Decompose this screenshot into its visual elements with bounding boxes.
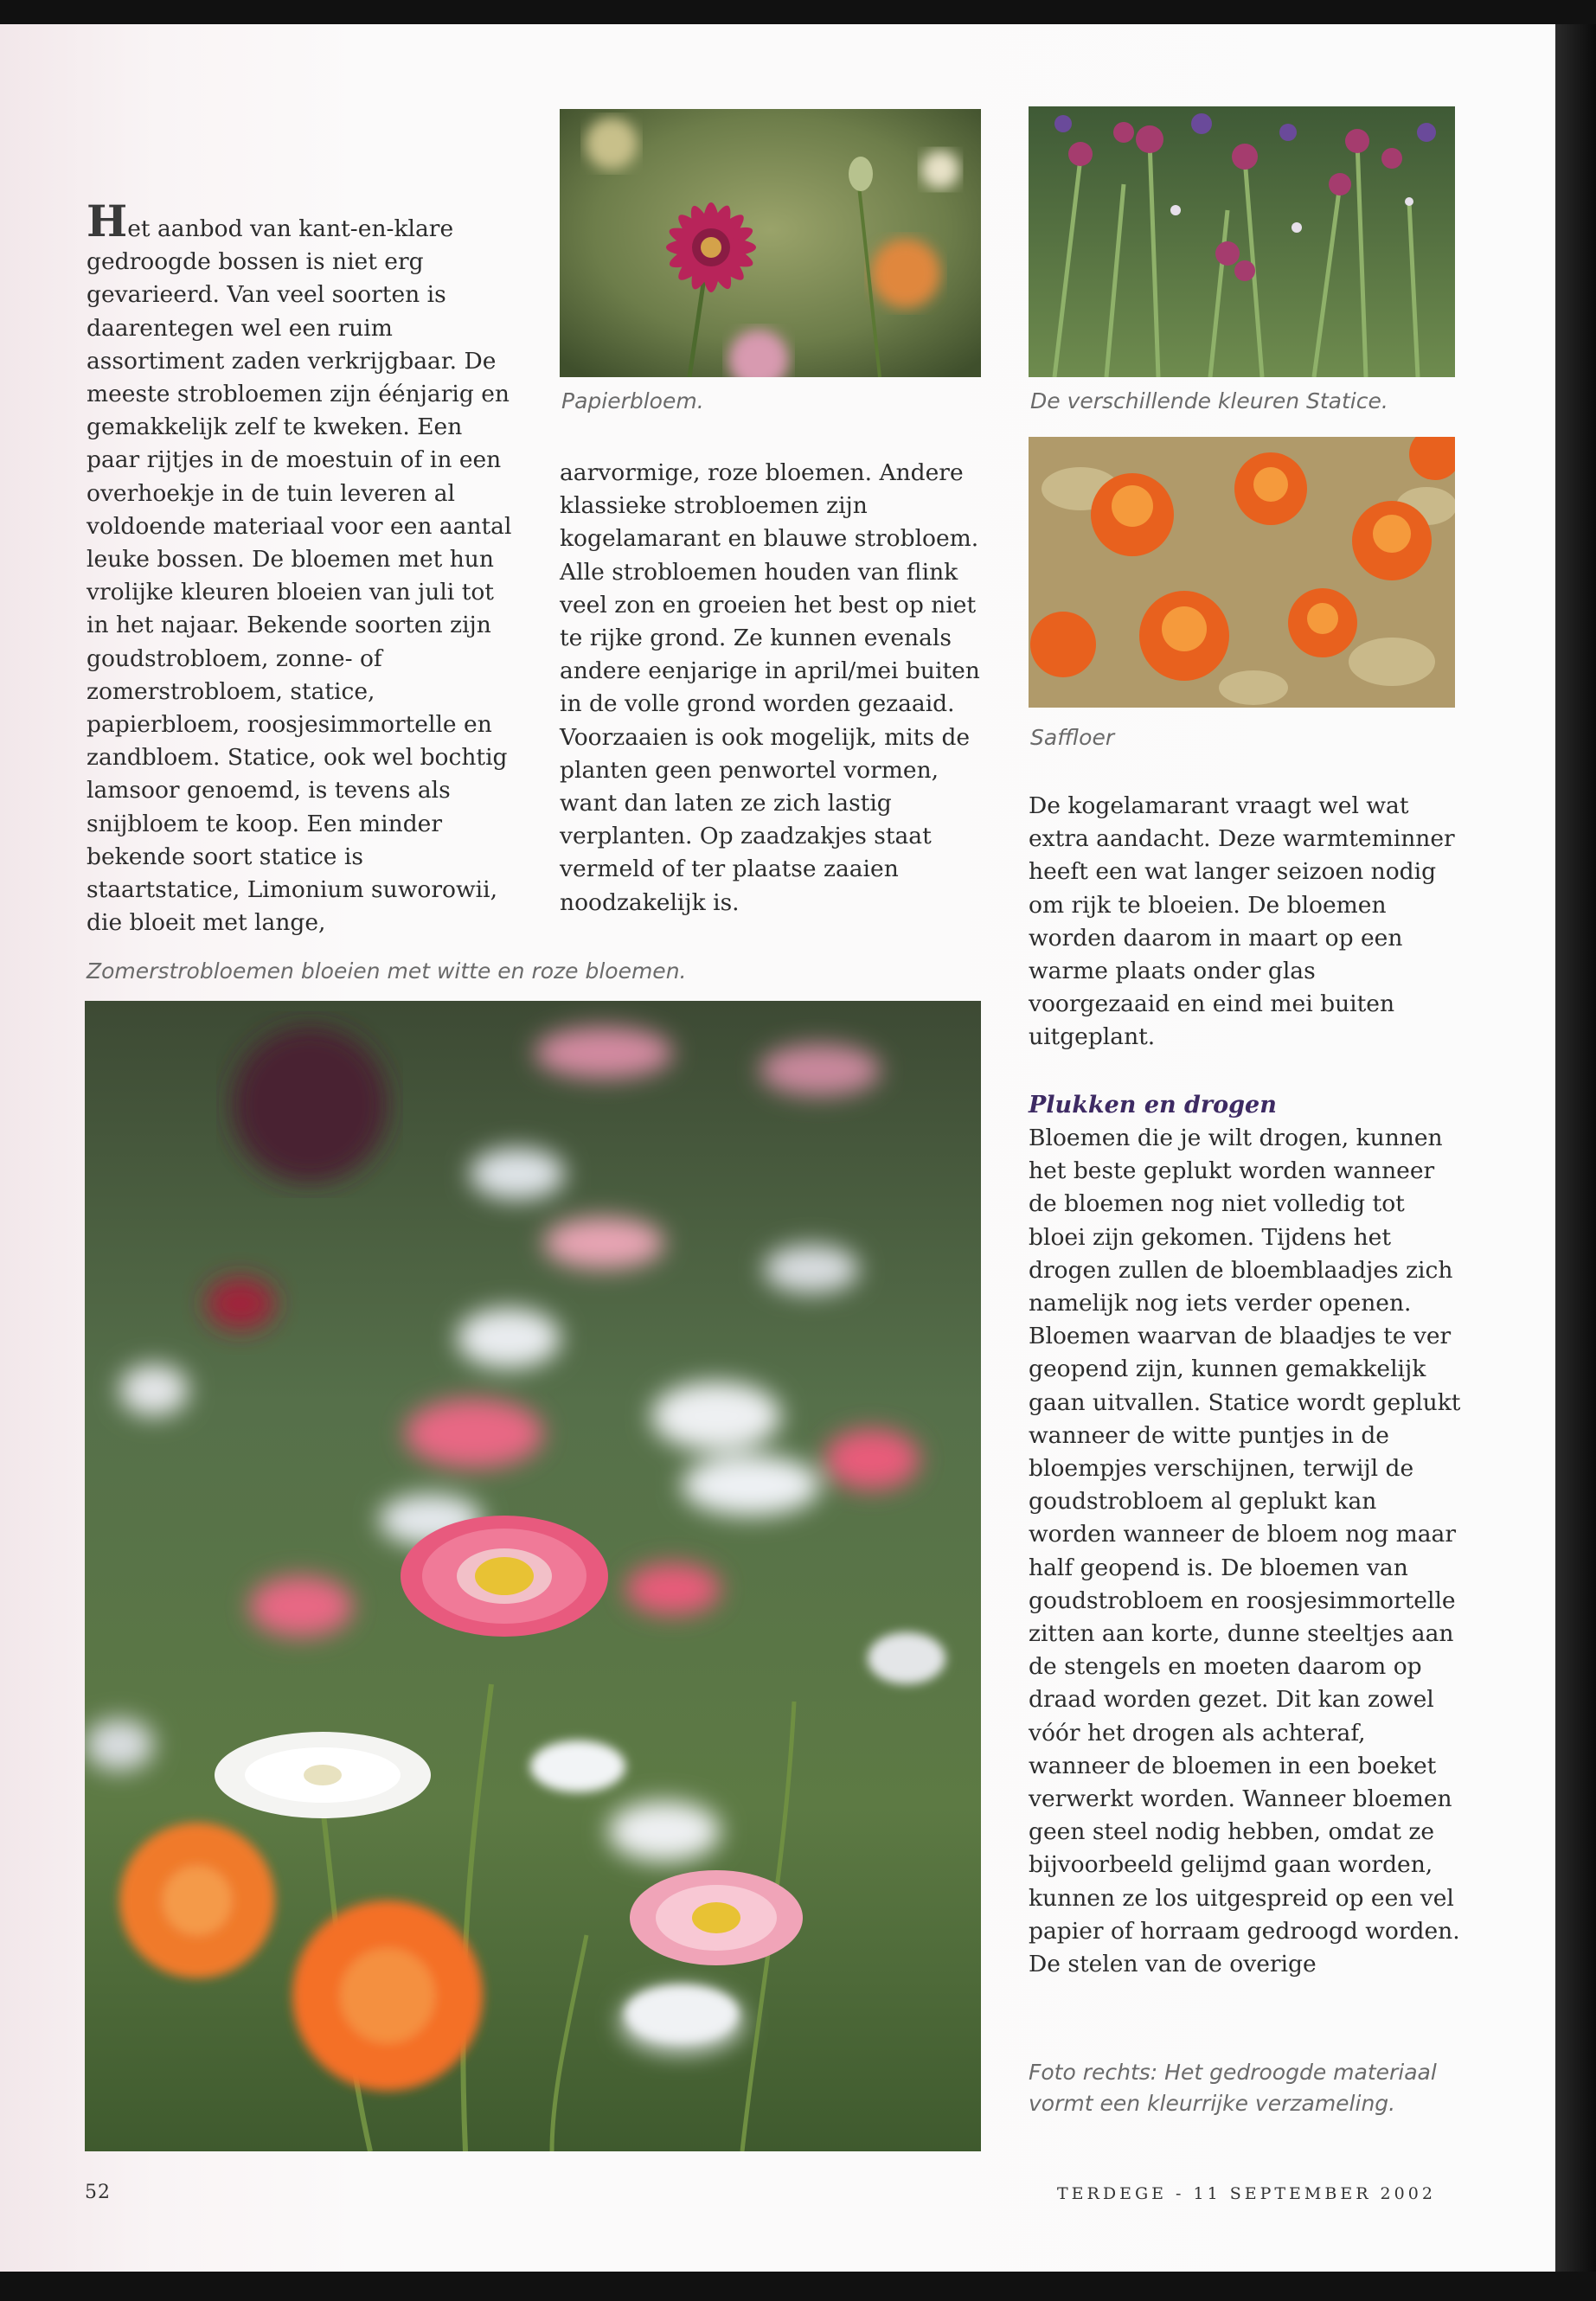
- page-number: 52: [85, 2182, 111, 2203]
- photo-statice: [1029, 106, 1455, 377]
- column-1-text: et aanbod van kant-en-klare gedroogde bossen is niet erg gevarieerd. Van veel soorten is daarentegen wel een ruim assortiment zaden verkrijgbaar. De meeste strobloemen zijn éénjarig en gemakkelijk zelf te kweken. Een paar rijtjes in de moestuin of in een overhoekje in de tuin leveren al voldoende materiaal voor een aantal leuke bossen. De bloemen met hun vrolijke kleuren bloeien van juli tot in het najaar. Bekende soorten zijn goudstrobloem, zonne- of zomerstrobloem, statice, papierbloem, roosjesimmortelle en zandbloem. Statice, ook wel bochtig lamsoor genoemd, is tevens als snijbloem te koop. Een minder bekende soort statice is staartstatice, Limonium suworowii, die bloeit met lange,: [87, 215, 512, 937]
- photo-papierbloem: [560, 109, 981, 377]
- article-column-1: [87, 195, 519, 939]
- subhead-plukken-en-drogen: Plukken en drogen: [1029, 1092, 1277, 1118]
- article-column-3-intro: De kogelamarant vraagt wel wat extra aandacht. Deze warmteminner heeft een wat langer seizoen nodig om rijk te bloeien. De bloemen worden daarom in maart op een warme plaats onder glas voorgezaaid en eind mei buiten uitgeplant.: [1029, 792, 1455, 1051]
- running-title: TERDEGE - 11 SEPTEMBER 2002: [1057, 2184, 1436, 2203]
- article-column-3-body: Bloemen die je wilt drogen, kunnen het beste geplukt worden wanneer de bloemen nog niet volledig tot bloei zijn gekomen. Tijdens het drogen zullen de bloemblaadjes zich namelijk nog iets verder openen. Bloemen waarvan de blaadjes te ver geopend zijn, kunnen gemakkelijk gaan uitvallen. Statice wordt geplukt wanneer de witte puntjes in de bloempjes verschijnen, terwijl de goudstrobloem al geplukt kan worden wanneer de bloem nog maar half geopend is. De bloemen van goudstrobloem en roosjesimmortelle zitten aan korte, dunne steeltjes aan de stengels en moeten daarom op draad worden gezet. Dit kan zowel vóór het drogen als achteraf, wanneer de bloemen in een boeket verwerkt worden. Wanneer bloemen geen steel nodig hebben, omdat ze bijvoorbeeld gelijmd gaan worden, kunnen ze los uitgespreid op een vel papier of horraam gedroogd worden. De stelen van de overige: [1029, 1125, 1461, 1978]
- caption-foto-rechts: Foto rechts: Het gedroogde materiaal vormt een kleurrijke verzameling.: [1029, 2060, 1437, 2116]
- page-edge-shadow: [1555, 24, 1596, 2272]
- caption-papierbloem: Papierbloem.: [561, 388, 704, 413]
- drop-cap: H: [87, 195, 128, 247]
- caption-saffloer: Saffloer: [1030, 725, 1115, 750]
- photo-zomerstrobloemen: [85, 1001, 981, 2151]
- photo-saffloer: [1029, 437, 1455, 708]
- caption-zomerstrobloemen: Zomerstrobloemen bloeien met witte en roze bloemen.: [87, 958, 687, 984]
- caption-statice: De verschillende kleuren Statice.: [1030, 388, 1388, 413]
- article-column-2: aarvormige, roze bloemen. Andere klassieke strobloemen zijn kogelamarant en blauwe strobloem. Alle strobloemen houden van flink veel zon en groeien het best op niet te rijke grond. Ze kunnen evenals andere eenjarige in april/mei buiten in de volle grond worden gezaaid. Voorzaaien is ook mogelijk, mits de planten geen penwortel vormen, want dan laten ze zich lastig verplanten. Op zaadzakjes staat vermeld of ter plaatse zaaien noodzakelijk is.: [560, 459, 980, 916]
